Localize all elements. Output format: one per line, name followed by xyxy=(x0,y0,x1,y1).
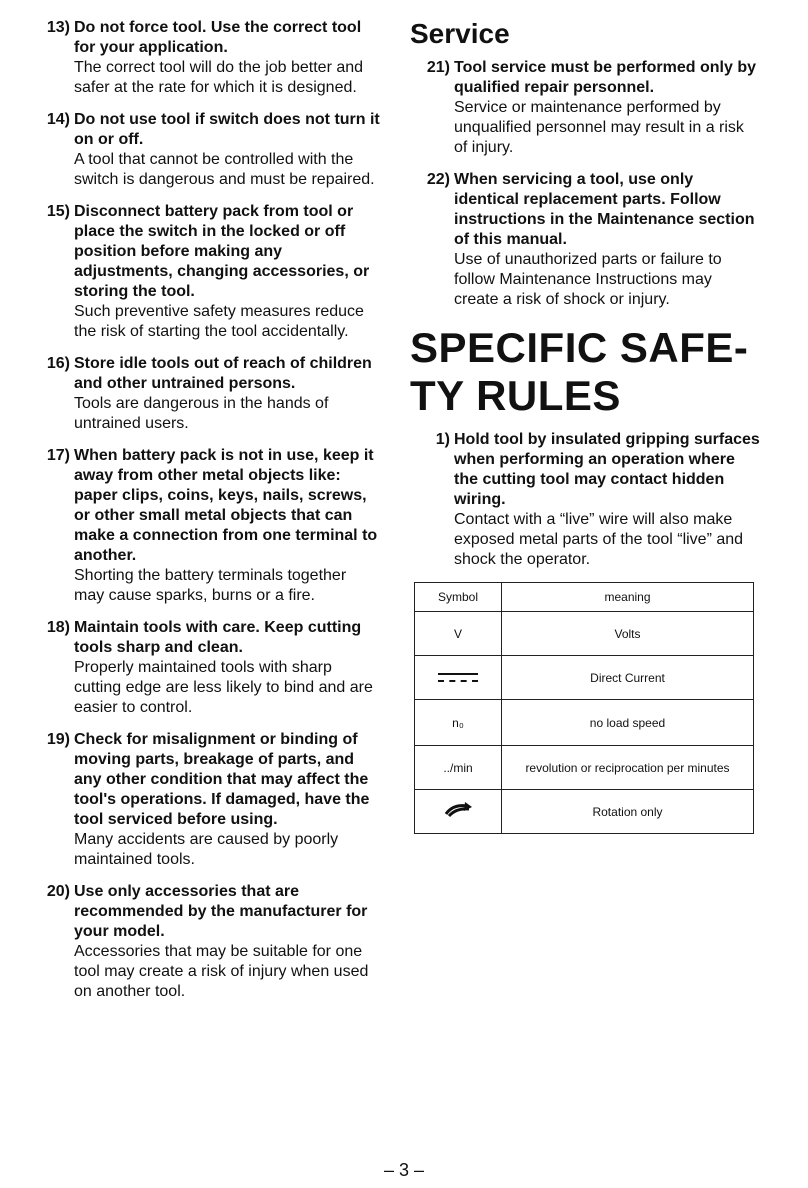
table-row xyxy=(415,656,754,700)
table-row xyxy=(415,700,754,746)
symbol-cell: n₀ xyxy=(415,700,502,746)
symbol-cell: V xyxy=(415,612,502,656)
rule-17 xyxy=(30,446,380,606)
rule-title: Disconnect battery pack from tool or place the switch in the locked or off position before making any adjustments, changing accessories, or storing the tool. xyxy=(74,203,370,300)
rule-22 xyxy=(410,170,760,310)
meaning-cell: no load speed xyxy=(502,700,754,746)
rule-title: When servicing a tool, use only identical replacement parts. Follow instructions in the Maintenance section of this manual. xyxy=(454,171,755,248)
rule-title: Maintain tools with care. Keep cutting tools sharp and clean. xyxy=(74,619,362,656)
rule-20 xyxy=(30,882,380,1002)
rule-description: Such preventive safety measures reduce the risk of starting the tool accidentally. xyxy=(74,303,364,340)
table-row xyxy=(415,790,754,834)
rule-title: Do not use tool if switch does not turn it on or off. xyxy=(74,111,380,148)
symbol-cell xyxy=(415,790,502,834)
service-heading: Service xyxy=(410,18,510,49)
specific-rule-1 xyxy=(410,430,760,570)
rule-16 xyxy=(30,354,380,434)
rule-19 xyxy=(30,730,380,870)
rule-number: 21) xyxy=(426,59,450,76)
table-row xyxy=(415,612,754,656)
rotation-icon xyxy=(443,802,473,818)
rule-description: Contact with a “live” wire will also make exposed metal parts of the tool “live” and shock the operator. xyxy=(454,511,744,568)
rule-number: 1) xyxy=(435,431,450,448)
rule-15 xyxy=(30,202,380,342)
rule-number: 19) xyxy=(46,731,70,748)
rule-title: Hold tool by insulated gripping surfaces when performing an operation where the cutting tool may contact hidden wiring. xyxy=(454,431,760,508)
table-header-row xyxy=(415,583,754,612)
rule-number: 13) xyxy=(46,19,70,36)
left-column xyxy=(30,18,380,1014)
meaning-cell: Direct Current xyxy=(502,656,754,700)
heading-line-1: SPECIFIC SAFE- xyxy=(410,324,749,371)
meaning-cell: revolution or reciprocation per minutes xyxy=(502,746,754,790)
rule-number: 14) xyxy=(46,111,70,128)
meaning-cell: Volts xyxy=(502,612,754,656)
specific-safety-rules-heading xyxy=(410,324,760,420)
table-row xyxy=(415,746,754,790)
rule-21 xyxy=(410,58,760,158)
rule-title: Use only accessories that are recommended by the manufacturer for your model. xyxy=(74,883,368,940)
rule-title: Check for misalignment or binding of moving parts, breakage of parts, and any other condition that may affect the tool's operations. If damaged, have the tool serviced before using. xyxy=(74,731,370,828)
symbol-column-header: Symbol xyxy=(415,583,502,612)
rule-title: Do not force tool. Use the correct tool for your application. xyxy=(74,19,362,56)
rule-18 xyxy=(30,618,380,718)
rule-number: 18) xyxy=(46,619,70,636)
rule-number: 20) xyxy=(46,883,70,900)
rule-13 xyxy=(30,18,380,98)
rule-description: Service or maintenance performed by unqualified personnel may result in a risk of injury. xyxy=(454,99,744,156)
rule-description: Tools are dangerous in the hands of untrained users. xyxy=(74,395,329,432)
meaning-column-header: meaning xyxy=(502,583,754,612)
rule-title: When battery pack is not in use, keep it away from other metal objects like: paper clips, coins, keys, nails, screws, or other small metal objects that can make a connection from one terminal to another. xyxy=(74,447,378,564)
rule-number: 15) xyxy=(46,203,70,220)
direct-current-icon xyxy=(438,673,478,682)
rule-description: Accessories that may be suitable for one tool may create a risk of injury when used on another tool. xyxy=(74,943,369,1000)
rule-title: Store idle tools out of reach of children and other untrained persons. xyxy=(74,355,372,392)
symbol-table xyxy=(414,582,754,834)
rule-description: A tool that cannot be controlled with the switch is dangerous and must be repaired. xyxy=(74,151,375,188)
rule-description: The correct tool will do the job better and safer at the rate for which it is designed. xyxy=(74,59,364,96)
meaning-cell: Rotation only xyxy=(502,790,754,834)
rule-number: 16) xyxy=(46,355,70,372)
symbol-cell: ../min xyxy=(415,746,502,790)
rule-title: Tool service must be performed only by qualified repair personnel. xyxy=(454,59,756,96)
right-column xyxy=(410,18,760,834)
rule-14 xyxy=(30,110,380,190)
rule-number: 17) xyxy=(46,447,70,464)
rule-description: Properly maintained tools with sharp cutting edge are less likely to bind and are easier to control. xyxy=(74,659,373,716)
symbol-cell xyxy=(415,656,502,700)
rule-description: Use of unauthorized parts or failure to follow Maintenance Instructions may create a risk of shock or injury. xyxy=(454,251,722,308)
heading-line-2: TY RULES xyxy=(410,372,621,419)
rule-description: Shorting the battery terminals together may cause sparks, burns or a fire. xyxy=(74,567,347,604)
rule-description: Many accidents are caused by poorly maintained tools. xyxy=(74,831,339,868)
page-number: – 3 – xyxy=(383,1160,425,1180)
rule-number: 22) xyxy=(426,171,450,188)
